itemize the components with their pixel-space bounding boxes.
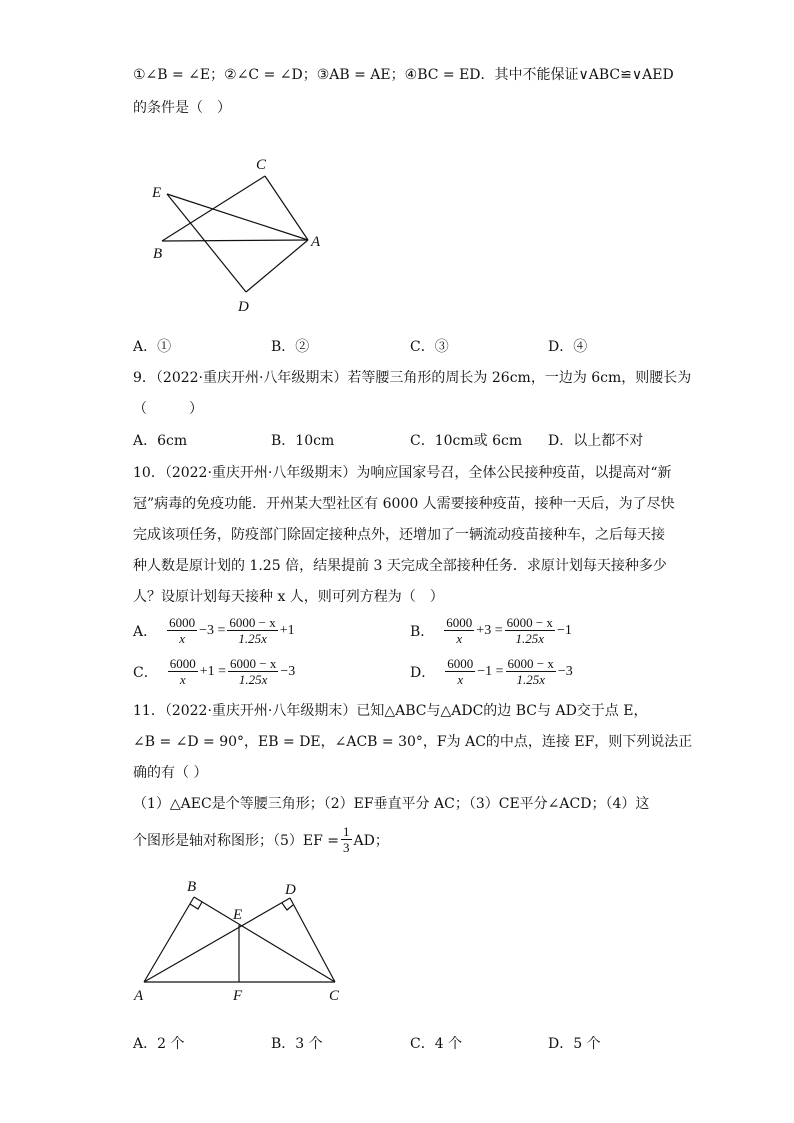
q10-option-c-label: C．	[133, 664, 158, 681]
q8-line-BC	[162, 176, 265, 241]
q10-option-b-label: B．	[410, 623, 435, 640]
q10-line-2: 冠”病毒的免疫功能．开州某大型社区有 6000 人需要接种疫苗，接种一天后，为了尽快	[133, 496, 675, 512]
q10-option-a-left-fraction: $\frac{6000}{x}$	[169, 615, 196, 646]
q9-blank: （ ）	[133, 401, 203, 417]
q8-option-c[interactable]: C．③	[410, 339, 449, 355]
q10-option-a-label: A．	[133, 623, 158, 640]
q8-conditions-end: 的条件是（ ）	[133, 100, 231, 116]
q11-line-1: 11．（2022·重庆开州·八年级期末）已知△ABC与△ADC的边 BC与 AD交于点 E，	[133, 703, 648, 719]
q11-label-A: A	[134, 988, 144, 1004]
q10-option-c-left-fraction: $\frac{6000}{x}$	[169, 656, 196, 687]
q8-line-CA	[265, 176, 308, 240]
q10-option-b[interactable]	[410, 615, 574, 646]
q11-line-2: ∠B = ∠D = 90°，EB = DE，∠ACB = 30°，F为 AC的中点，连接 EF，则下列说法正	[133, 734, 693, 750]
q9-option-a[interactable]: A．6cm	[133, 433, 188, 449]
q11-right-angle-D	[282, 903, 293, 910]
q11-figure	[130, 872, 355, 1007]
q8-conditions: ①∠B = ∠E；②∠C = ∠D；③AB = AE；④BC = ED．其中不能保证∨ABC≌∨AED	[133, 67, 674, 83]
q11-option-d[interactable]: D．5 个	[548, 1036, 601, 1052]
q11-line-5	[133, 824, 389, 855]
q10-option-c-mid: +1 =	[199, 663, 227, 679]
q11-line-BC	[194, 897, 335, 982]
q10-option-d[interactable]	[410, 656, 575, 687]
q8-label-C: C	[256, 157, 267, 173]
q10-option-d-mid: −1 =	[477, 663, 504, 679]
q8-line-BA	[162, 240, 308, 241]
q8-label-D: D	[238, 299, 249, 315]
q11-line-5-prefix: 个图形是轴对称图形；（5）EF =	[133, 832, 340, 849]
q10-line-4: 种人数是原计划的 1.25 倍，结果提前 3 天完成全部接种任务．求原计划每天接种多少	[133, 558, 667, 574]
q10-option-c-right-fraction: $\frac{6000 - x}{1.25x}$	[230, 656, 277, 687]
q10-option-b-right-fraction: $\frac{6000 - x}{1.25x}$	[506, 615, 553, 646]
q10-option-d-label: D．	[410, 664, 436, 681]
q10-option-d-right-fraction: $\frac{6000 - x}{1.25x}$	[507, 656, 554, 687]
q8-figure	[140, 150, 340, 320]
q10-option-d-end: −3	[557, 663, 573, 679]
q10-option-b-end: −1	[556, 622, 572, 638]
q11-option-a[interactable]: A．2 个	[133, 1036, 185, 1052]
q11-fraction-one-third: $\frac{1}{3}$	[343, 824, 350, 855]
q10-option-d-left-fraction: $\frac{6000}{x}$	[447, 656, 474, 687]
q8-label-B: B	[153, 246, 163, 262]
q10-option-b-left-fraction: $\frac{6000}{x}$	[446, 615, 473, 646]
q10-line-1: 10．（2022·重庆开州·八年级期末）为响应国家号召，全体公民接种疫苗，以提高对“新	[133, 465, 672, 481]
q10-line-3: 完成该项任务，防疫部门除固定接种点外，还增加了一辆流动疫苗接种车，之后每天接	[133, 527, 665, 543]
q9-option-b[interactable]: B．10cm	[271, 433, 335, 449]
q11-label-C: C	[329, 988, 340, 1004]
q8-option-b[interactable]: B．②	[271, 339, 310, 355]
q11-label-B: B	[187, 879, 197, 895]
q8-option-a[interactable]: A．①	[133, 339, 172, 355]
q9-option-c[interactable]: C．10cm或 6cm	[410, 433, 523, 449]
q9-stem: 9．（2022·重庆开州·八年级期末）若等腰三角形的周长为 26cm，一边为 6cm，则腰长为	[133, 370, 692, 386]
q11-line-DC	[290, 898, 335, 982]
q10-option-b-mid: +3 =	[476, 622, 503, 638]
q10-option-c-end: −3	[280, 663, 296, 679]
q10-option-c[interactable]	[133, 656, 297, 687]
q9-option-d[interactable]: D．以上都不对	[548, 433, 644, 449]
q8-label-A: A	[311, 234, 321, 250]
q8-line-EA	[167, 194, 308, 240]
q10-option-a-end: +1	[279, 622, 295, 638]
q11-line-4: （1）△AEC是个等腰三角形；（2）EF垂直平分 AC；（3）CE平分∠ACD；（4）这	[133, 796, 650, 812]
q10-option-a[interactable]	[133, 615, 297, 646]
q8-line-ED	[167, 194, 246, 292]
q8-line-DA	[246, 240, 308, 292]
q10-option-a-right-fraction: $\frac{6000 - x}{1.25x}$	[229, 615, 276, 646]
q11-right-angle-B	[190, 902, 202, 909]
q11-option-b[interactable]: B．3 个	[271, 1036, 323, 1052]
q11-option-c[interactable]: C．4 个	[410, 1036, 463, 1052]
q11-line-AB	[144, 897, 194, 982]
q11-label-E: E	[233, 907, 243, 923]
q10-line-5: 人？设原计划每天接种 x 人，则可列方程为（ ）	[133, 589, 444, 605]
q11-label-D: D	[285, 882, 296, 898]
q11-line-5-suffix: AD；	[353, 832, 389, 849]
q8-label-E: E	[152, 185, 162, 201]
q10-option-a-mid: −3 =	[199, 622, 226, 638]
q11-label-F: F	[233, 988, 243, 1004]
q8-option-d[interactable]: D．④	[548, 339, 588, 355]
q11-line-3: 确的有（ ）	[133, 765, 208, 781]
